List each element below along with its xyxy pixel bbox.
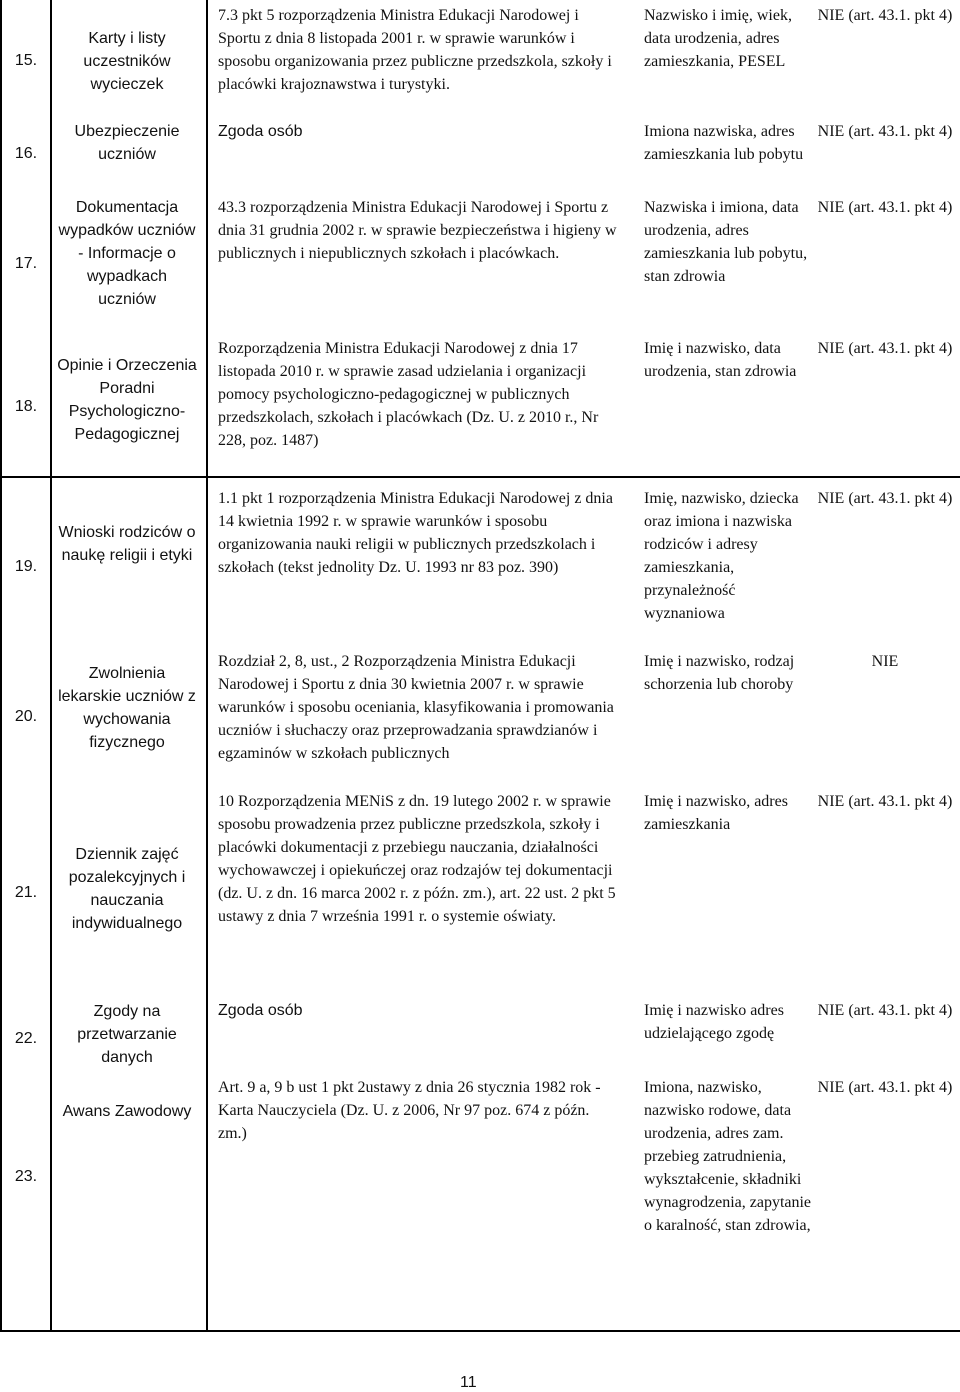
register-name: Awans Zawodowy bbox=[62, 1103, 192, 1120]
transfer-status: NIE (art. 43.1. pkt 4) bbox=[817, 199, 953, 216]
legal-basis: 10 Rozporządzenia MENiS z dn. 19 lutego 2002 r. w sprawie sposobu prowadzenia przez publiczne przedszkola, szkoły i placówki dokumentacji z przebiegu nauczania, działalności wychowawczej i opiekuńczej oraz rodzajów tej dokumentacji (dz. U. z dn. 16 marca 2002 r. z późn. zm.), art. 22 ust. 2 pkt 5 ustawy z dnia 7 września 1991 r. o systemie oświaty. bbox=[218, 793, 616, 925]
transfer-status: NIE (art. 43.1. pkt 4) bbox=[817, 793, 953, 810]
legal-basis: Zgoda osób bbox=[218, 1002, 303, 1019]
data-scope: Imię i nazwisko, data urodzenia, stan zdrowia bbox=[644, 340, 797, 380]
register-name: Dziennik zajęć pozalekcyjnych i nauczania indywidualnego bbox=[68, 846, 186, 932]
transfer-status: NIE (art. 43.1. pkt 4) bbox=[817, 1079, 953, 1096]
row-number: 16. bbox=[14, 145, 38, 162]
legal-basis: 1.1 pkt 1 rozporządzenia Ministra Edukacji Narodowej z dnia 14 kwietnia 1992 r. w sprawie warunków i sposobu organizowania nauki religii w publicznych przedszkolach i szkołach (tekst jednolity Dz. U. 1993 nr 83 poz. 390) bbox=[218, 490, 613, 576]
register-name: Karty i listy uczestników wycieczek bbox=[83, 30, 171, 93]
transfer-status: NIE (art. 43.1. pkt 4) bbox=[817, 490, 953, 507]
legal-basis: 43.3 rozporządzenia Ministra Edukacji Narodowej i Sportu z dnia 31 grudnia 2002 r. w sprawie bezpieczeństwa i higieny w publicznych i niepublicznych szkołach i placówkach. bbox=[218, 199, 617, 262]
row-number: 21. bbox=[14, 884, 38, 901]
legal-basis: Art. 9 a, 9 b ust 1 pkt 2ustawy z dnia 26 stycznia 1982 rok -Karta Nauczyciela (Dz. U. z 2006, Nr 97 poz. 674 z późn. zm.) bbox=[218, 1079, 601, 1142]
row-number: 18. bbox=[14, 398, 38, 415]
register-name: Opinie i Orzeczenia Poradni Psychologiczno-Pedagogicznej bbox=[57, 357, 197, 443]
column-divider bbox=[0, 0, 2, 1332]
legal-basis: 7.3 pkt 5 rozporządzenia Ministra Edukacji Narodowej i Sportu z dnia 8 listopada 2001 r. w sprawie warunków i sposobu organizowania przez publiczne przedszkola, szkoły i placówki krajoznawstwa i turystyki. bbox=[218, 7, 612, 93]
legal-basis: Rozporządzenia Ministra Edukacji Narodowej z dnia 17 listopada 2010 r. w sprawie zasad udzielania i organizacji pomocy psychologiczno-pedagogicznej w publicznych przedszkolach, szkołach i placówkach (Dz. U. z 2010 r., Nr 228, poz. 1487) bbox=[218, 340, 599, 449]
data-scope: Imię i nazwisko, adres zamieszkania bbox=[644, 793, 788, 833]
data-scope: Nazwisko i imię, wiek, data urodzenia, adres zamieszkania, PESEL bbox=[644, 7, 792, 70]
row-number: 23. bbox=[14, 1168, 38, 1185]
data-scope: Imiona, nazwisko, nazwisko rodowe, data urodzenia, adres zam. przebieg zatrudnienia, wykształcenie, składniki wynagrodzenia, zapytanie o karalność, stan zdrowia, bbox=[644, 1079, 812, 1234]
data-scope: Imię, nazwisko, dziecka oraz imiona i nazwiska rodziców i adresy zamieszkania, przynależność wyznaniowa bbox=[644, 490, 799, 622]
data-scope: Imię i nazwisko, rodzaj schorzenia lub choroby bbox=[644, 653, 795, 693]
table-bottom-border bbox=[0, 1330, 960, 1332]
transfer-status: NIE bbox=[871, 653, 899, 670]
row-number: 20. bbox=[14, 708, 38, 725]
transfer-status: NIE (art. 43.1. pkt 4) bbox=[817, 123, 953, 140]
transfer-status: NIE (art. 43.1. pkt 4) bbox=[817, 7, 953, 24]
legal-basis: Rozdział 2, 8, ust., 2 Rozporządzenia Ministra Edukacji Narodowej i Sportu z dnia 30 kwietnia 2007 r. w sprawie warunków i sposobu oceniania, klasyfikowania i promowania uczniów i słuchaczy oraz przeprowadzania sprawdzianów i egzaminów w szkołach publicznych bbox=[218, 653, 614, 762]
register-name: Zwolnienia lekarskie uczniów z wychowania fizycznego bbox=[58, 665, 196, 751]
data-scope: Imiona nazwiska, adres zamieszkania lub pobytu bbox=[644, 123, 804, 163]
transfer-status: NIE (art. 43.1. pkt 4) bbox=[817, 1002, 953, 1019]
register-name: Ubezpieczenie uczniów bbox=[74, 123, 180, 163]
row-number: 19. bbox=[14, 558, 38, 575]
register-name: Dokumentacja wypadków uczniów - Informacje o wypadkach uczniów bbox=[58, 199, 196, 308]
register-name: Wnioski rodziców o naukę religii i etyki bbox=[58, 524, 196, 564]
data-scope: Imię i nazwisko adres udzielającego zgodę bbox=[644, 1002, 784, 1042]
column-divider bbox=[50, 0, 52, 1332]
data-scope: Nazwiska i imiona, data urodzenia, adres zamieszkania lub pobytu, stan zdrowia bbox=[644, 199, 808, 285]
legal-basis: Zgoda osób bbox=[218, 123, 303, 140]
row-number: 17. bbox=[14, 255, 38, 272]
page-number: 11 bbox=[460, 1374, 477, 1391]
row-number: 15. bbox=[14, 52, 38, 69]
row-number: 22. bbox=[14, 1030, 38, 1047]
column-divider bbox=[206, 0, 208, 1332]
transfer-status: NIE (art. 43.1. pkt 4) bbox=[817, 340, 953, 357]
row-divider bbox=[0, 476, 960, 478]
register-name: Zgody na przetwarzanie danych bbox=[77, 1003, 177, 1066]
